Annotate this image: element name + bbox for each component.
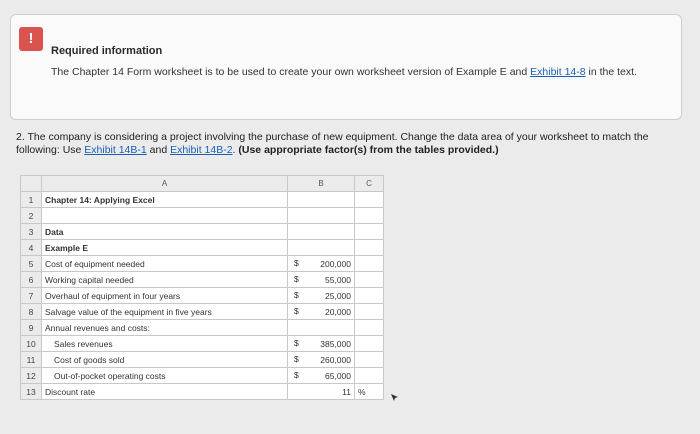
cell-b[interactable] — [288, 336, 355, 352]
column-header-row — [21, 176, 384, 192]
sheet-row — [21, 352, 384, 368]
cell-b[interactable] — [288, 240, 355, 256]
info-title: Required information — [51, 45, 163, 57]
currency-symbol: $ — [294, 290, 299, 300]
sheet-row — [21, 224, 384, 240]
exhibit-14-8-link[interactable]: Exhibit 14-8 — [530, 66, 586, 78]
sheet-row — [21, 288, 384, 304]
cell-c[interactable] — [355, 208, 384, 224]
worksheet-table — [20, 175, 384, 400]
cell-a[interactable]: Working capital needed — [42, 272, 288, 288]
cell-a[interactable]: Example E — [42, 240, 288, 256]
alert-icon: ! — [19, 27, 43, 51]
sheet-row — [21, 384, 384, 400]
cell-a[interactable] — [42, 208, 288, 224]
cell-c[interactable] — [355, 224, 384, 240]
cell-b[interactable] — [288, 192, 355, 208]
cell-value: 25,000 — [325, 290, 351, 301]
sheet-row — [21, 336, 384, 352]
row-number: 9 — [21, 320, 42, 336]
cell-b[interactable] — [288, 224, 355, 240]
row-number: 7 — [21, 288, 42, 304]
cell-b[interactable] — [288, 352, 355, 368]
info-text-before: The Chapter 14 Form worksheet is to be used to create your own worksheet version of Example E and — [51, 66, 531, 78]
cell-c[interactable] — [355, 352, 384, 368]
sheet-row — [21, 304, 384, 320]
currency-symbol: $ — [294, 274, 299, 284]
row-number: 1 — [21, 192, 42, 208]
row-number: 12 — [21, 368, 42, 384]
cell-a[interactable]: Salvage value of the equipment in five years — [42, 304, 288, 320]
currency-symbol: $ — [294, 338, 299, 348]
exhibit-14b-2-link[interactable]: Exhibit 14B-2 — [170, 144, 233, 156]
question-text — [16, 131, 684, 157]
cell-a[interactable]: Discount rate — [42, 384, 288, 400]
currency-symbol: $ — [294, 370, 299, 380]
exhibit-14b-1-link[interactable]: Exhibit 14B-1 — [84, 144, 147, 156]
cell-value: 11 — [342, 386, 351, 397]
cell-c[interactable] — [355, 272, 384, 288]
cell-b[interactable] — [288, 384, 355, 400]
cell-c[interactable]: % — [355, 384, 384, 400]
cell-b[interactable] — [288, 288, 355, 304]
currency-symbol: $ — [294, 258, 299, 268]
mouse-pointer-icon — [390, 393, 400, 403]
sheet-row — [21, 320, 384, 336]
corner-cell — [21, 176, 42, 192]
question-body: 2. The company is considering a project involving the purchase of new equipment. Change the data area of your worksheet to match the following: Use — [16, 131, 649, 156]
cell-b[interactable] — [288, 256, 355, 272]
sheet-row — [21, 256, 384, 272]
cell-a[interactable]: Overhaul of equipment in four years — [42, 288, 288, 304]
cell-c[interactable] — [355, 304, 384, 320]
row-number: 3 — [21, 224, 42, 240]
row-number: 13 — [21, 384, 42, 400]
row-number: 4 — [21, 240, 42, 256]
sheet-row — [21, 208, 384, 224]
info-text-after: in the text. — [585, 66, 637, 78]
row-number: 5 — [21, 256, 42, 272]
cell-value: 385,000 — [320, 338, 351, 349]
column-header-b: B — [288, 176, 355, 192]
info-text — [51, 65, 661, 79]
question-instruction: (Use appropriate factor(s) from the tables provided.) — [238, 144, 499, 156]
cell-c[interactable] — [355, 240, 384, 256]
cell-b[interactable] — [288, 368, 355, 384]
question-and: and — [146, 144, 171, 156]
row-number: 8 — [21, 304, 42, 320]
cell-c[interactable] — [355, 368, 384, 384]
cell-value: 65,000 — [325, 370, 351, 381]
column-header-c: C — [355, 176, 384, 192]
cell-b[interactable] — [288, 320, 355, 336]
cell-value: 200,000 — [320, 258, 351, 269]
cell-c[interactable] — [355, 320, 384, 336]
cell-c[interactable] — [355, 192, 384, 208]
row-number: 2 — [21, 208, 42, 224]
cell-a[interactable]: Chapter 14: Applying Excel — [42, 192, 288, 208]
cell-value: 260,000 — [320, 354, 351, 365]
cell-b[interactable] — [288, 208, 355, 224]
cell-c[interactable] — [355, 256, 384, 272]
cell-a[interactable]: Out-of-pocket operating costs — [42, 368, 288, 384]
currency-symbol: $ — [294, 306, 299, 316]
sheet-row — [21, 272, 384, 288]
row-number: 10 — [21, 336, 42, 352]
sheet-row — [21, 192, 384, 208]
row-number: 6 — [21, 272, 42, 288]
column-header-a: A — [42, 176, 288, 192]
cell-a[interactable]: Sales revenues — [42, 336, 288, 352]
sheet-row — [21, 240, 384, 256]
cell-b[interactable] — [288, 272, 355, 288]
sheet-row — [21, 368, 384, 384]
currency-symbol: $ — [294, 354, 299, 364]
cell-a[interactable]: Cost of equipment needed — [42, 256, 288, 272]
cell-value: 20,000 — [325, 306, 351, 317]
cell-c[interactable] — [355, 288, 384, 304]
row-number: 11 — [21, 352, 42, 368]
question-sep: . — [232, 144, 239, 156]
cell-value: 55,000 — [325, 274, 351, 285]
cell-c[interactable] — [355, 336, 384, 352]
required-information-box — [10, 14, 682, 120]
cell-a[interactable]: Data — [42, 224, 288, 240]
cell-b[interactable] — [288, 304, 355, 320]
cell-a[interactable]: Cost of goods sold — [42, 352, 288, 368]
cell-a[interactable]: Annual revenues and costs: — [42, 320, 288, 336]
